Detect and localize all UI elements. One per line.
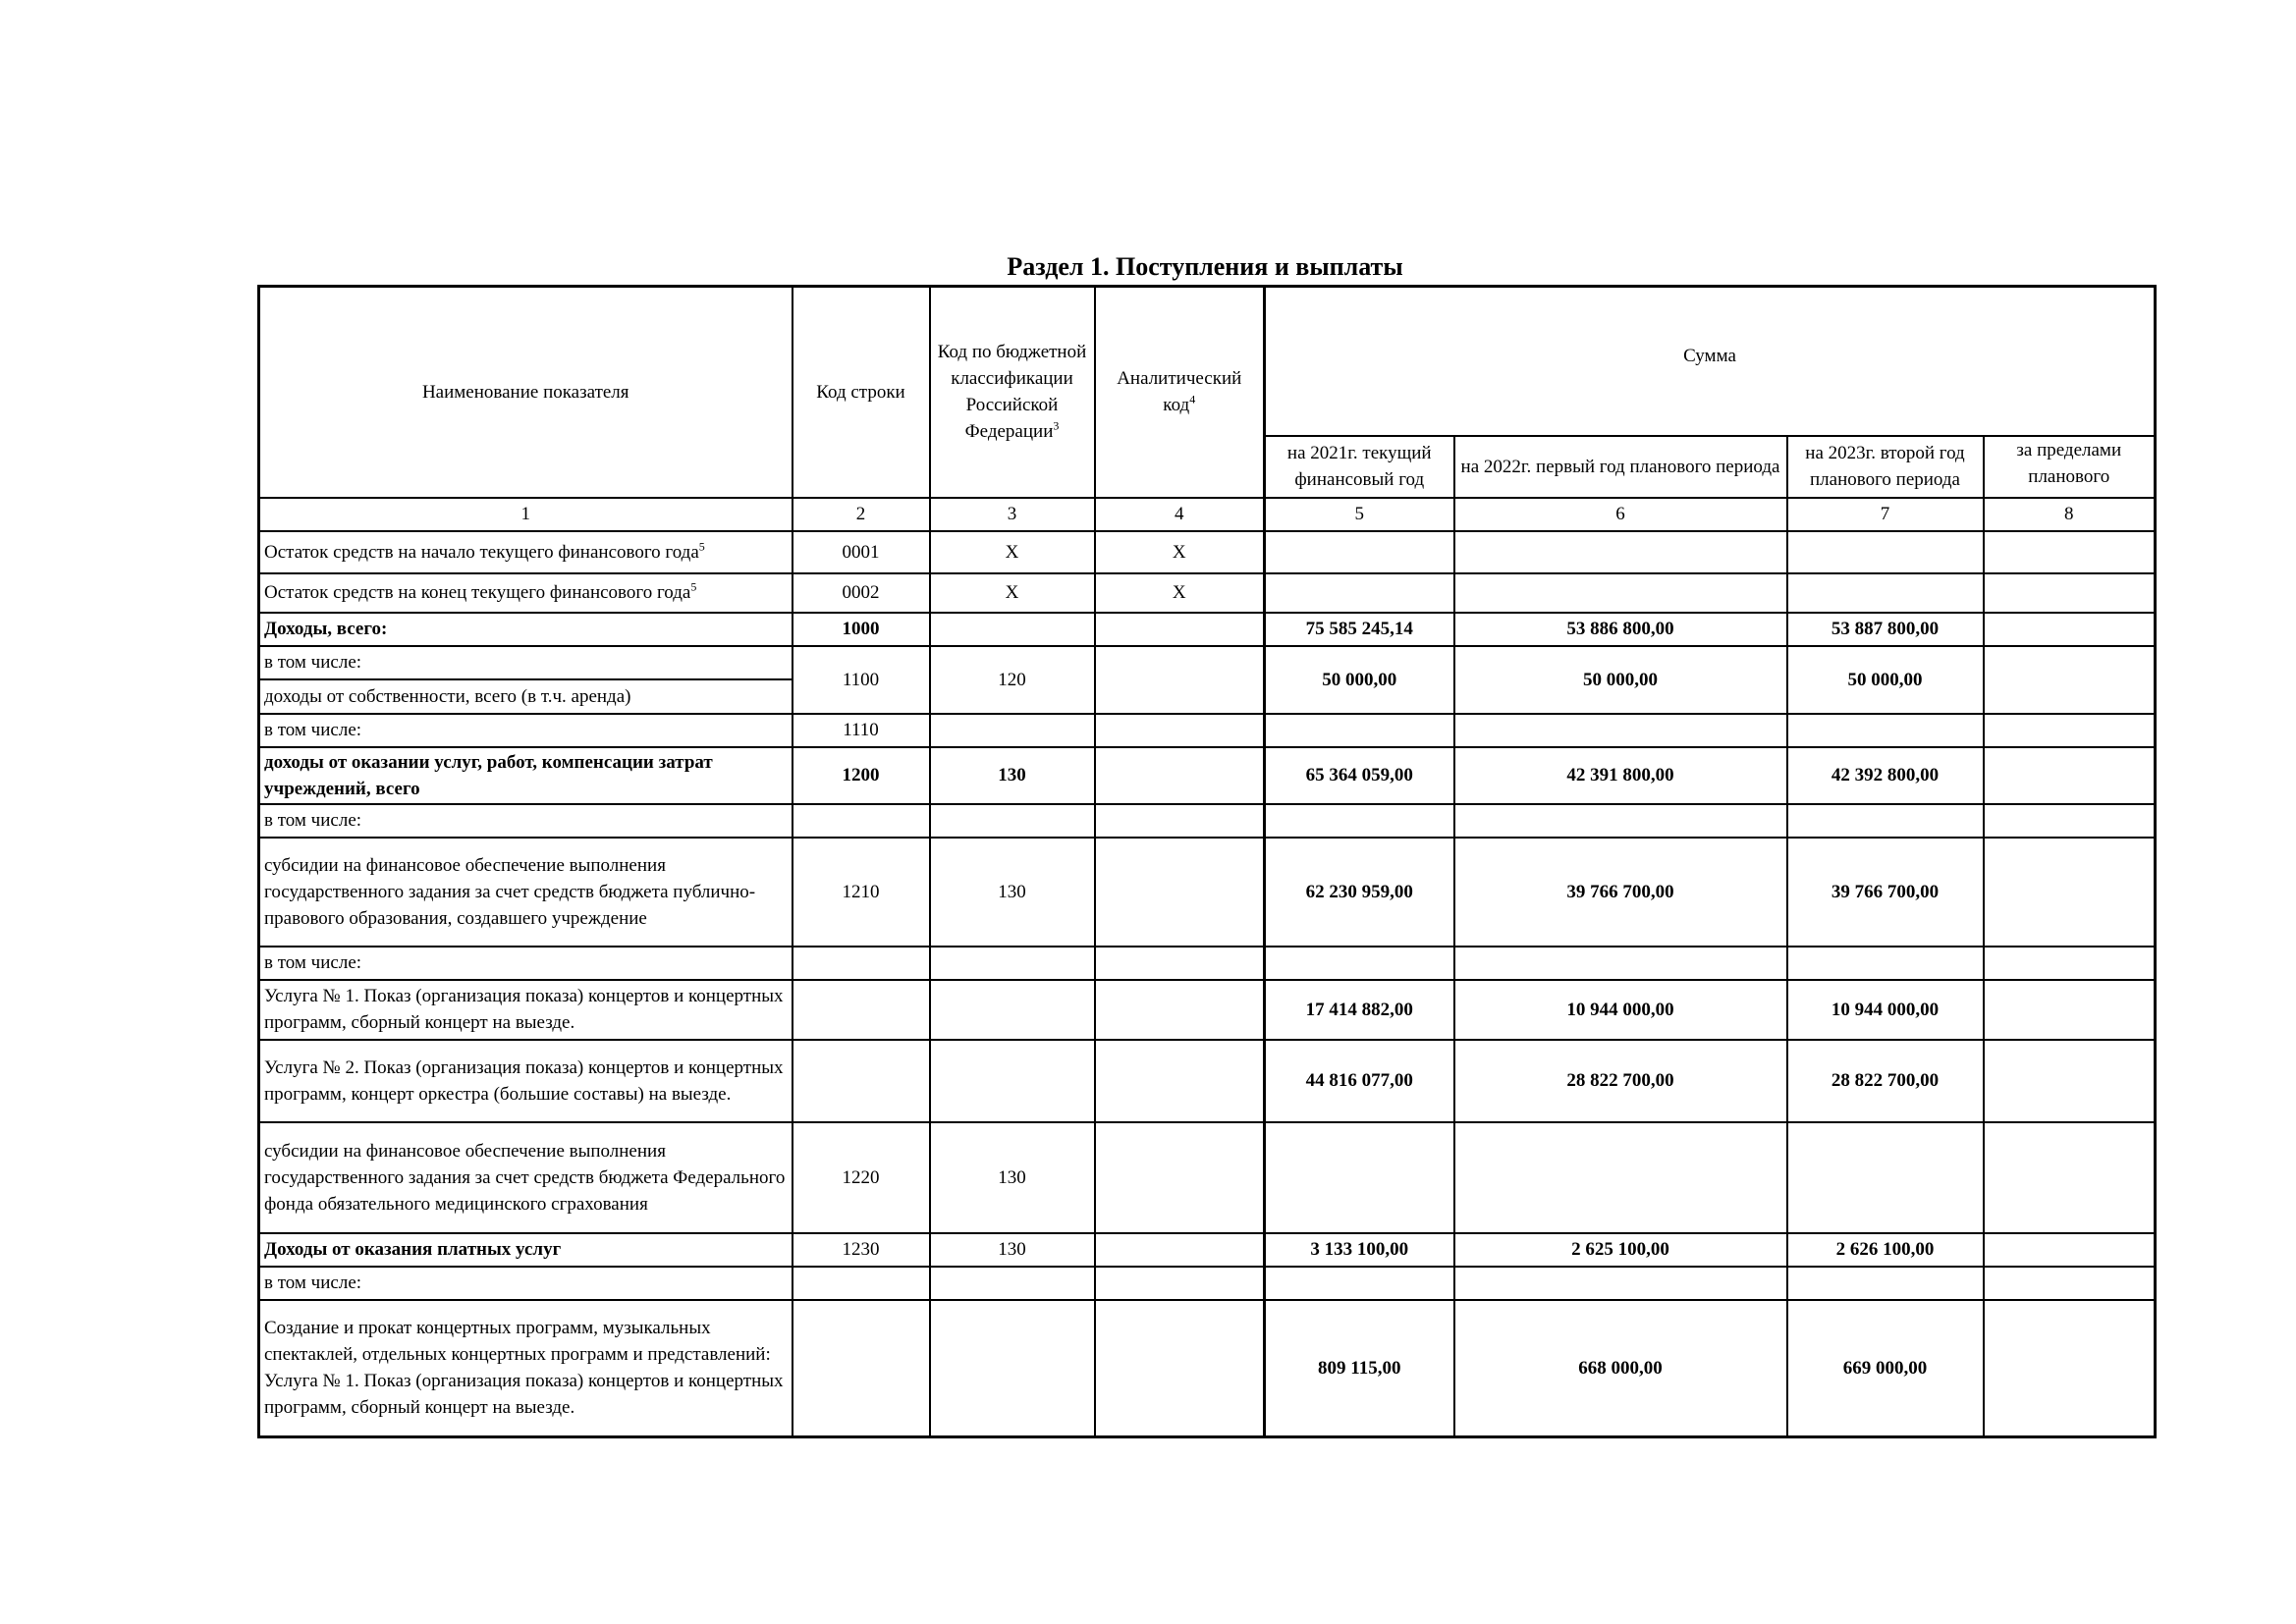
row-name [259, 573, 793, 613]
row-code [793, 1267, 930, 1300]
row-name: в том числе: [259, 1267, 793, 1300]
row-code: 1000 [793, 613, 930, 646]
row-2023: 39 766 700,00 [1787, 838, 1984, 947]
row-2022 [1454, 804, 1787, 838]
col-number: 4 [1095, 498, 1265, 531]
row-analytic [1095, 714, 1265, 747]
row-2023 [1787, 1122, 1984, 1233]
col-number: 5 [1265, 498, 1454, 531]
table-row [259, 947, 2156, 980]
row-kbk [930, 804, 1095, 838]
row-2023: 669 000,00 [1787, 1300, 1984, 1437]
row-beyond [1984, 838, 2156, 947]
row-2022: 39 766 700,00 [1454, 838, 1787, 947]
row-2023 [1787, 947, 1984, 980]
col-number: 8 [1984, 498, 2156, 531]
col-number: 6 [1454, 498, 1787, 531]
header-budget-code-sup: 3 [1053, 418, 1060, 433]
row-2022: 53 886 800,00 [1454, 613, 1787, 646]
row-2022: 10 944 000,00 [1454, 980, 1787, 1040]
row-2023: 53 887 800,00 [1787, 613, 1984, 646]
row-2021: 50 000,00 [1265, 646, 1454, 714]
table-row [259, 980, 2156, 1040]
row-code [793, 1040, 930, 1122]
col-number: 2 [793, 498, 930, 531]
table-row [259, 573, 2156, 613]
row-name: в том числе: [259, 646, 793, 679]
header-col-beyond: за пределами планового [1984, 436, 2156, 498]
row-name: Доходы, всего: [259, 613, 793, 646]
row-2022: 2 625 100,00 [1454, 1233, 1787, 1267]
row-kbk: 130 [930, 1233, 1095, 1267]
row-analytic [1095, 1300, 1265, 1437]
row-kbk [930, 1300, 1095, 1437]
row-beyond [1984, 747, 2156, 804]
row-2021: 65 364 059,00 [1265, 747, 1454, 804]
table-row [259, 714, 2156, 747]
header-row-code: Код строки [793, 287, 930, 498]
row-2022: 28 822 700,00 [1454, 1040, 1787, 1122]
row-2021: 809 115,00 [1265, 1300, 1454, 1437]
row-name: Услуга № 2. Показ (организация показа) концертов и концертных программ, концерт оркестра (большие составы) на выезде. [259, 1040, 793, 1122]
table-row [259, 1300, 2156, 1437]
row-code: 1200 [793, 747, 930, 804]
table-row [259, 613, 2156, 646]
header-budget-code [930, 287, 1095, 498]
row-name-text: Остаток средств на начало текущего финансового года [264, 541, 699, 563]
row-analytic: X [1095, 531, 1265, 573]
row-2022 [1454, 573, 1787, 613]
row-kbk: 130 [930, 747, 1095, 804]
table-row [259, 646, 2156, 679]
row-beyond [1984, 1300, 2156, 1437]
row-code [793, 980, 930, 1040]
footnote-sup: 5 [698, 539, 705, 554]
table-row [259, 531, 2156, 573]
header-analytic-code-sup: 4 [1189, 392, 1196, 406]
row-beyond [1984, 613, 2156, 646]
header-col-2022: на 2022г. первый год планового периода [1454, 436, 1787, 498]
row-code: 1100 [793, 646, 930, 714]
row-2022 [1454, 1122, 1787, 1233]
row-name: субсидии на финансовое обеспечение выполнения государственного задания за счет средств бюджета публично-правового образования, создавшего учреждение [259, 838, 793, 947]
row-2023: 2 626 100,00 [1787, 1233, 1984, 1267]
row-code [793, 804, 930, 838]
row-2021: 3 133 100,00 [1265, 1233, 1454, 1267]
row-name: в том числе: [259, 804, 793, 838]
header-analytic-code-text: Аналитический код [1117, 368, 1242, 416]
row-kbk: X [930, 573, 1095, 613]
row-beyond [1984, 1233, 2156, 1267]
table-row [259, 1122, 2156, 1233]
row-beyond [1984, 1267, 2156, 1300]
row-kbk [930, 613, 1095, 646]
header-analytic-code [1095, 287, 1265, 498]
row-2023 [1787, 714, 1984, 747]
row-beyond [1984, 1040, 2156, 1122]
row-kbk: 120 [930, 646, 1095, 714]
row-analytic [1095, 1267, 1265, 1300]
row-2021 [1265, 804, 1454, 838]
row-2022 [1454, 947, 1787, 980]
footnote-sup: 5 [690, 579, 697, 594]
row-2021 [1265, 714, 1454, 747]
row-2023 [1787, 1267, 1984, 1300]
row-2021: 44 816 077,00 [1265, 1040, 1454, 1122]
row-analytic [1095, 613, 1265, 646]
row-2022: 42 391 800,00 [1454, 747, 1787, 804]
col-number: 3 [930, 498, 1095, 531]
row-code: 1230 [793, 1233, 930, 1267]
row-name: Доходы от оказания платных услуг [259, 1233, 793, 1267]
table-row [259, 804, 2156, 838]
row-code: 1210 [793, 838, 930, 947]
row-2021 [1265, 1267, 1454, 1300]
row-name: Создание и прокат концертных программ, музыкальных спектаклей, отдельных концертных программ и представлений: Услуга № 1. Показ (организация показа) концертов и концертных программ, сборный концерт на выезде. [259, 1300, 793, 1437]
row-analytic [1095, 646, 1265, 714]
row-2021: 17 414 882,00 [1265, 980, 1454, 1040]
table-row [259, 1040, 2156, 1122]
row-analytic: X [1095, 573, 1265, 613]
row-analytic [1095, 838, 1265, 947]
row-kbk: 130 [930, 838, 1095, 947]
header-row-top [259, 287, 2156, 436]
row-name [259, 531, 793, 573]
row-code: 1110 [793, 714, 930, 747]
row-analytic [1095, 1233, 1265, 1267]
budget-table [257, 285, 2157, 1438]
row-kbk: 130 [930, 1122, 1095, 1233]
table-row [259, 1267, 2156, 1300]
row-beyond [1984, 531, 2156, 573]
row-analytic [1095, 804, 1265, 838]
row-name: доходы от оказании услуг, работ, компенсации затрат учреждений, всего [259, 747, 793, 804]
table-row [259, 747, 2156, 804]
row-code: 0001 [793, 531, 930, 573]
row-2023: 28 822 700,00 [1787, 1040, 1984, 1122]
col-number: 1 [259, 498, 793, 531]
row-2021 [1265, 531, 1454, 573]
row-beyond [1984, 947, 2156, 980]
row-name: Услуга № 1. Показ (организация показа) концертов и концертных программ, сборный концерт на выезде. [259, 980, 793, 1040]
row-beyond [1984, 980, 2156, 1040]
row-beyond [1984, 1122, 2156, 1233]
row-kbk [930, 1040, 1095, 1122]
row-analytic [1095, 1122, 1265, 1233]
row-name-text: Остаток средств на конец текущего финансового года [264, 582, 691, 603]
row-analytic [1095, 1040, 1265, 1122]
row-beyond [1984, 714, 2156, 747]
row-2021 [1265, 947, 1454, 980]
table-row [259, 838, 2156, 947]
row-2022: 50 000,00 [1454, 646, 1787, 714]
row-code: 0002 [793, 573, 930, 613]
row-name: в том числе: [259, 714, 793, 747]
row-analytic [1095, 980, 1265, 1040]
row-2021: 62 230 959,00 [1265, 838, 1454, 947]
column-number-row [259, 498, 2156, 531]
row-kbk [930, 947, 1095, 980]
row-code [793, 1300, 930, 1437]
row-2021 [1265, 1122, 1454, 1233]
row-beyond [1984, 804, 2156, 838]
row-2023: 50 000,00 [1787, 646, 1984, 714]
row-2023 [1787, 531, 1984, 573]
row-beyond [1984, 573, 2156, 613]
row-2023 [1787, 804, 1984, 838]
section-title: Раздел 1. Поступления и выплаты [1007, 252, 1403, 281]
row-code: 1220 [793, 1122, 930, 1233]
header-col-2021: на 2021г. текущий финансовый год [1265, 436, 1454, 498]
col-number: 7 [1787, 498, 1984, 531]
row-2022: 668 000,00 [1454, 1300, 1787, 1437]
row-name: в том числе: [259, 947, 793, 980]
header-name: Наименование показателя [259, 287, 793, 498]
table-row [259, 1233, 2156, 1267]
header-sum: Сумма [1265, 287, 2156, 436]
row-2023 [1787, 573, 1984, 613]
row-kbk [930, 1267, 1095, 1300]
row-2021 [1265, 573, 1454, 613]
row-2021: 75 585 245,14 [1265, 613, 1454, 646]
row-2022 [1454, 714, 1787, 747]
row-analytic [1095, 747, 1265, 804]
header-budget-code-text: Код по бюджетной классификации Российской Федерации [937, 342, 1087, 443]
row-kbk: X [930, 531, 1095, 573]
row-2023: 42 392 800,00 [1787, 747, 1984, 804]
row-analytic [1095, 947, 1265, 980]
header-col-2023: на 2023г. второй год планового периода [1787, 436, 1984, 498]
row-name: субсидии на финансовое обеспечение выполнения государственного задания за счет средств бюджета Федерального фонда обязательного медицинского сграхования [259, 1122, 793, 1233]
row-2022 [1454, 1267, 1787, 1300]
row-kbk [930, 714, 1095, 747]
row-code [793, 947, 930, 980]
row-beyond [1984, 646, 2156, 714]
row-2022 [1454, 531, 1787, 573]
row-2023: 10 944 000,00 [1787, 980, 1984, 1040]
row-kbk [930, 980, 1095, 1040]
row-name: доходы от собственности, всего (в т.ч. аренда) [259, 679, 793, 714]
